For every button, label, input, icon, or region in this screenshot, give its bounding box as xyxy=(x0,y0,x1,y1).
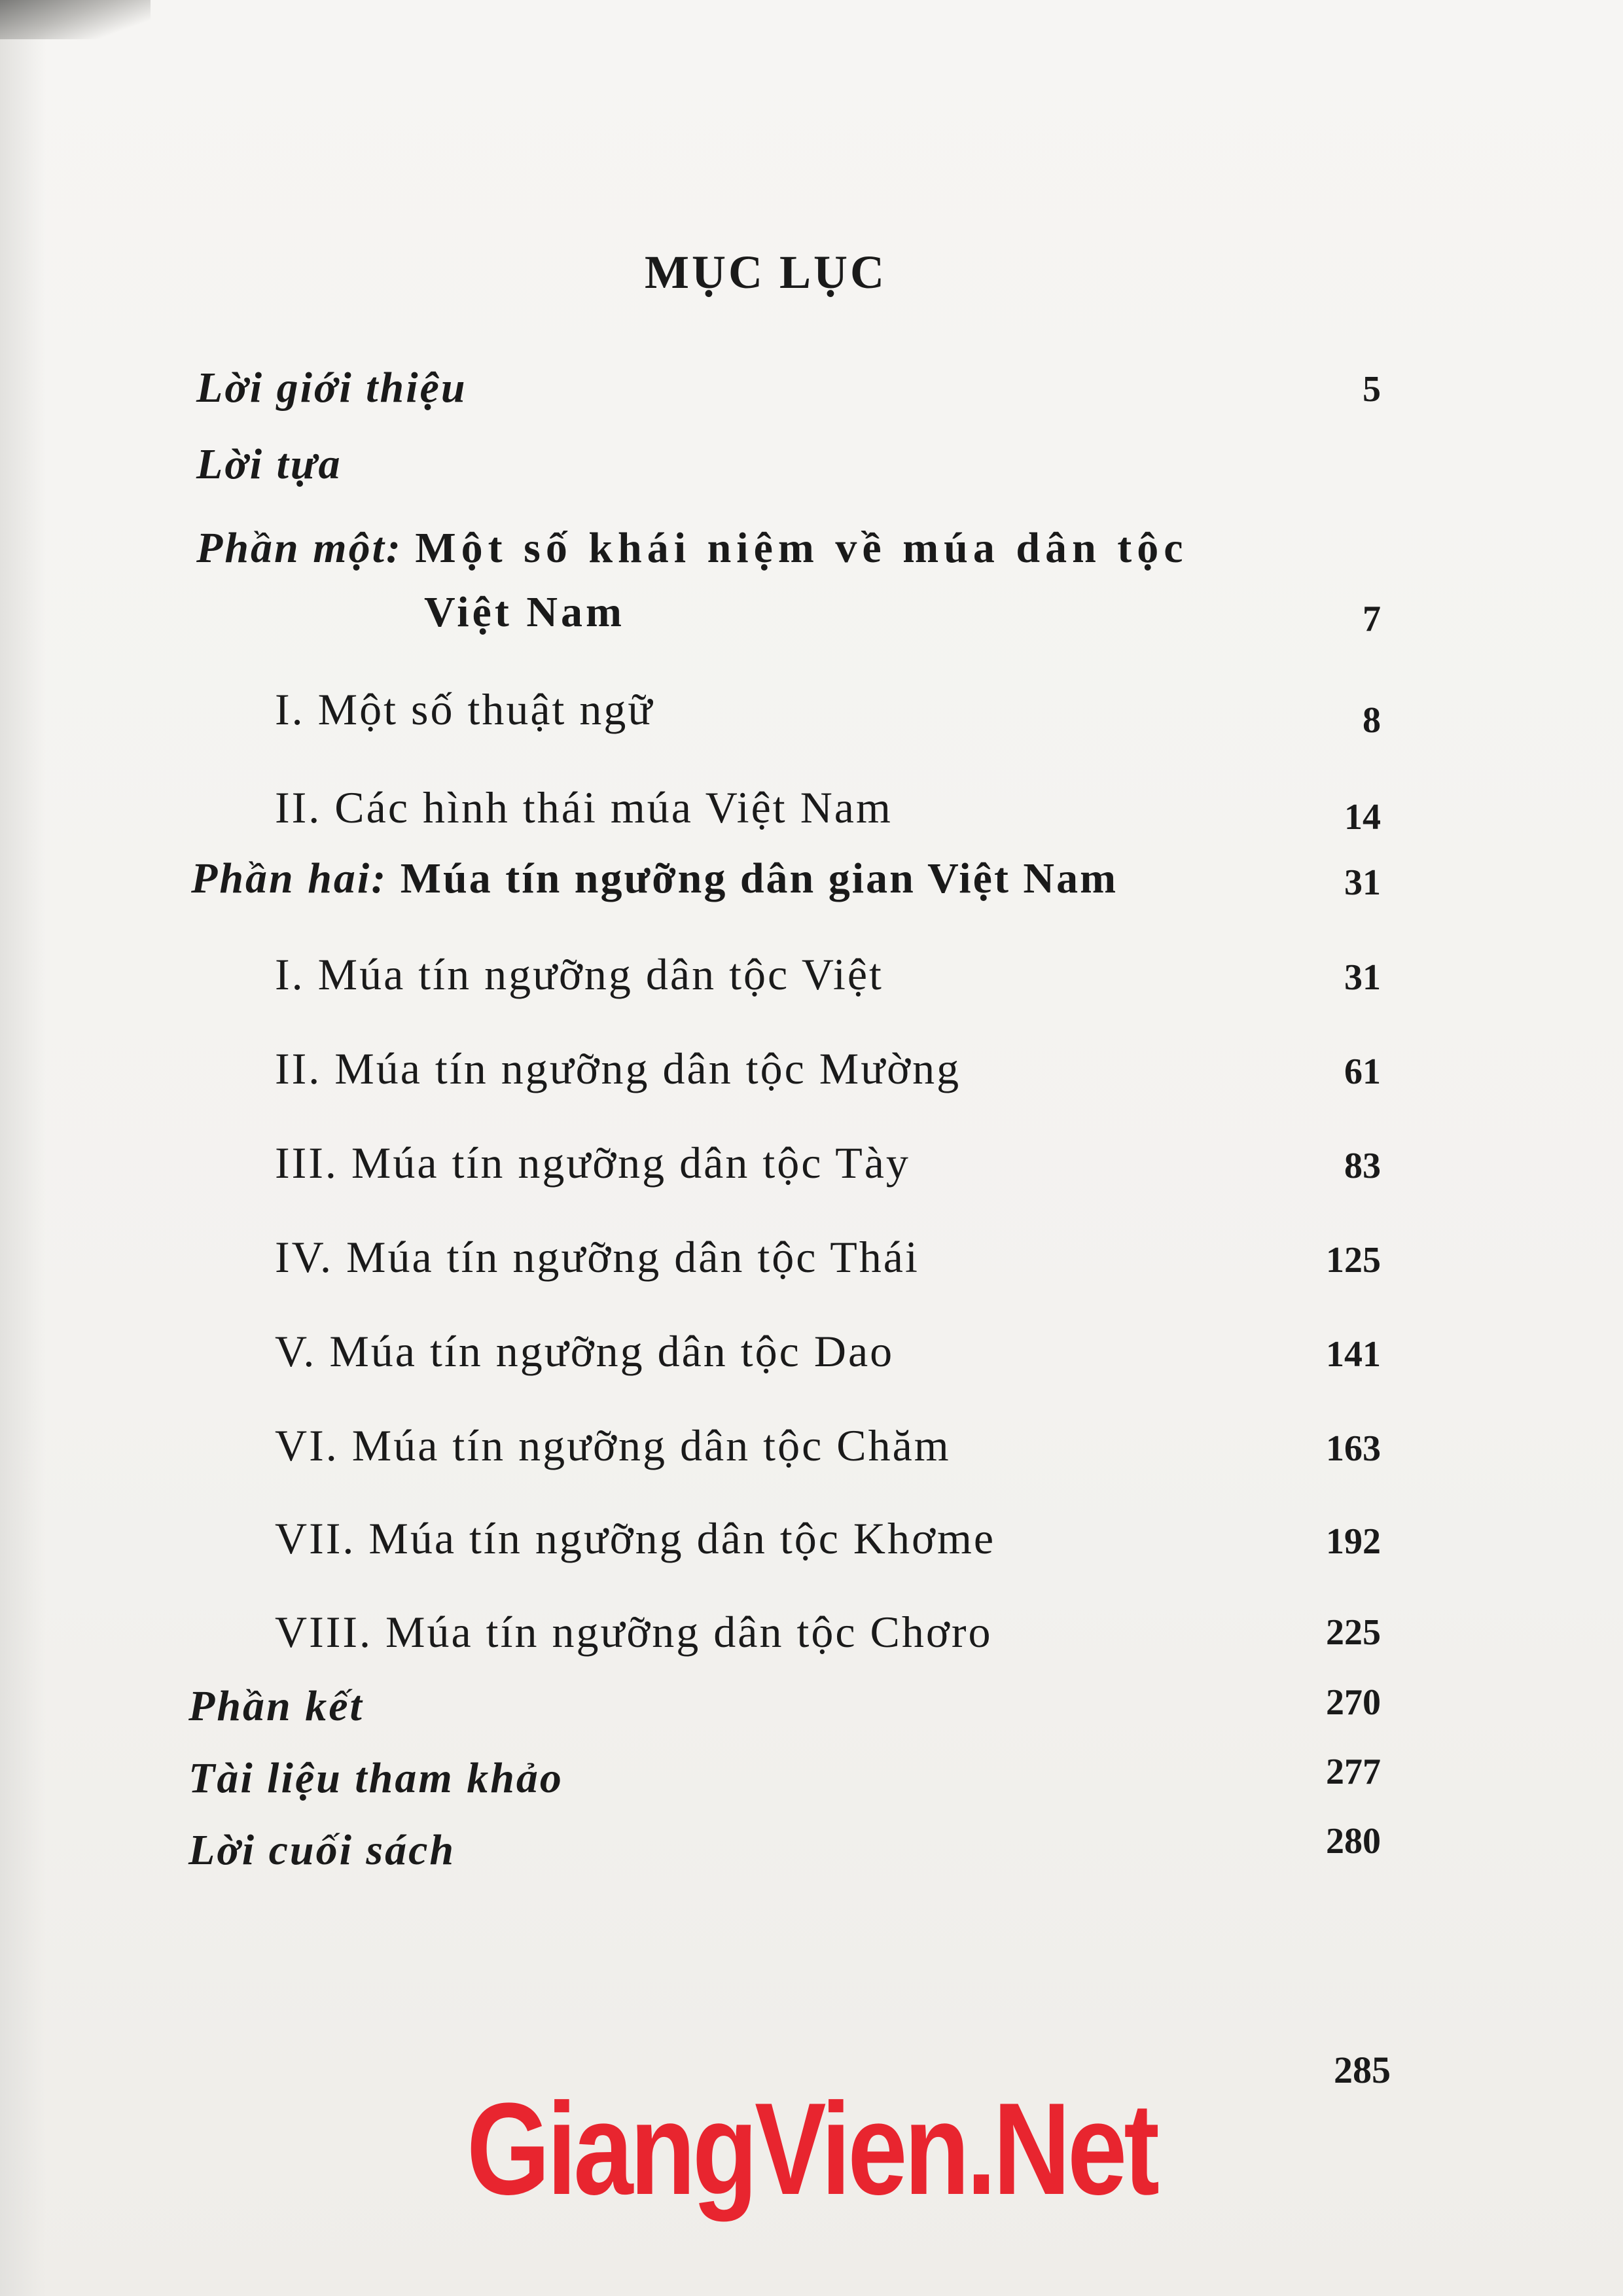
toc-page-number: 280 xyxy=(1326,1821,1381,1862)
toc-label: VIII. Múa tín ngưỡng dân tộc Chơro xyxy=(275,1607,993,1657)
toc-label: VI. Múa tín ngưỡng dân tộc Chăm xyxy=(275,1421,951,1470)
part-title-line1: Một số khái niệm về múa dân tộc xyxy=(415,524,1188,572)
toc-page-number: 31 xyxy=(1344,862,1381,903)
toc-page-number: 225 xyxy=(1326,1612,1381,1653)
toc-label: III. Múa tín ngưỡng dân tộc Tày xyxy=(275,1138,910,1188)
toc-label: IV. Múa tín ngưỡng dân tộc Thái xyxy=(275,1232,919,1282)
toc-label: VII. Múa tín ngưỡng dân tộc Khơme xyxy=(275,1513,996,1563)
toc-page-number: 8 xyxy=(1363,700,1381,741)
toc-label: II. Các hình thái múa Việt Nam xyxy=(275,783,893,832)
toc-part-heading xyxy=(196,523,1188,573)
toc-page-number: 277 xyxy=(1326,1752,1381,1792)
toc-label: Phần kết xyxy=(188,1682,364,1730)
toc-page-number: 141 xyxy=(1326,1334,1381,1375)
part-prefix: Phần hai: xyxy=(191,855,388,902)
toc-label: Lời tựa xyxy=(196,440,342,488)
page-title: MỤC LỤC xyxy=(645,246,887,298)
toc-label: II. Múa tín ngưỡng dân tộc Mường xyxy=(275,1044,961,1093)
page-number: 285 xyxy=(1334,2049,1391,2091)
toc-label: I. Múa tín ngưỡng dân tộc Việt xyxy=(275,949,883,999)
toc-page-number: 192 xyxy=(1326,1521,1381,1562)
toc-label: Lời giới thiệu xyxy=(196,364,467,412)
toc-page-number: 83 xyxy=(1344,1146,1381,1186)
part-title: Múa tín ngưỡng dân gian Việt Nam xyxy=(400,855,1118,902)
toc-label: I. Một số thuật ngữ xyxy=(275,684,654,734)
toc-page-number: 31 xyxy=(1344,957,1381,998)
toc-page-number: 5 xyxy=(1363,369,1381,410)
part-title-line2: Việt Nam xyxy=(424,588,625,636)
toc-page-number: 270 xyxy=(1326,1682,1381,1723)
toc-page-number: 7 xyxy=(1363,599,1381,639)
watermark-logo: GiangVien.Net xyxy=(467,2076,1156,2222)
toc-label: V. Múa tín ngưỡng dân tộc Dao xyxy=(275,1326,895,1376)
toc-page-number: 163 xyxy=(1326,1428,1381,1469)
corner-shadow xyxy=(0,0,151,39)
part-prefix: Phần một: xyxy=(196,524,402,572)
toc-page-number: 125 xyxy=(1326,1240,1381,1280)
page-edge-shadow xyxy=(0,0,46,2296)
toc-label: Lời cuối sách xyxy=(188,1826,456,1874)
toc-page-number: 61 xyxy=(1344,1051,1381,1092)
toc-part-heading xyxy=(191,854,1118,904)
toc-page-number: 14 xyxy=(1344,797,1381,838)
toc-label: Tài liệu tham khảo xyxy=(188,1754,563,1802)
